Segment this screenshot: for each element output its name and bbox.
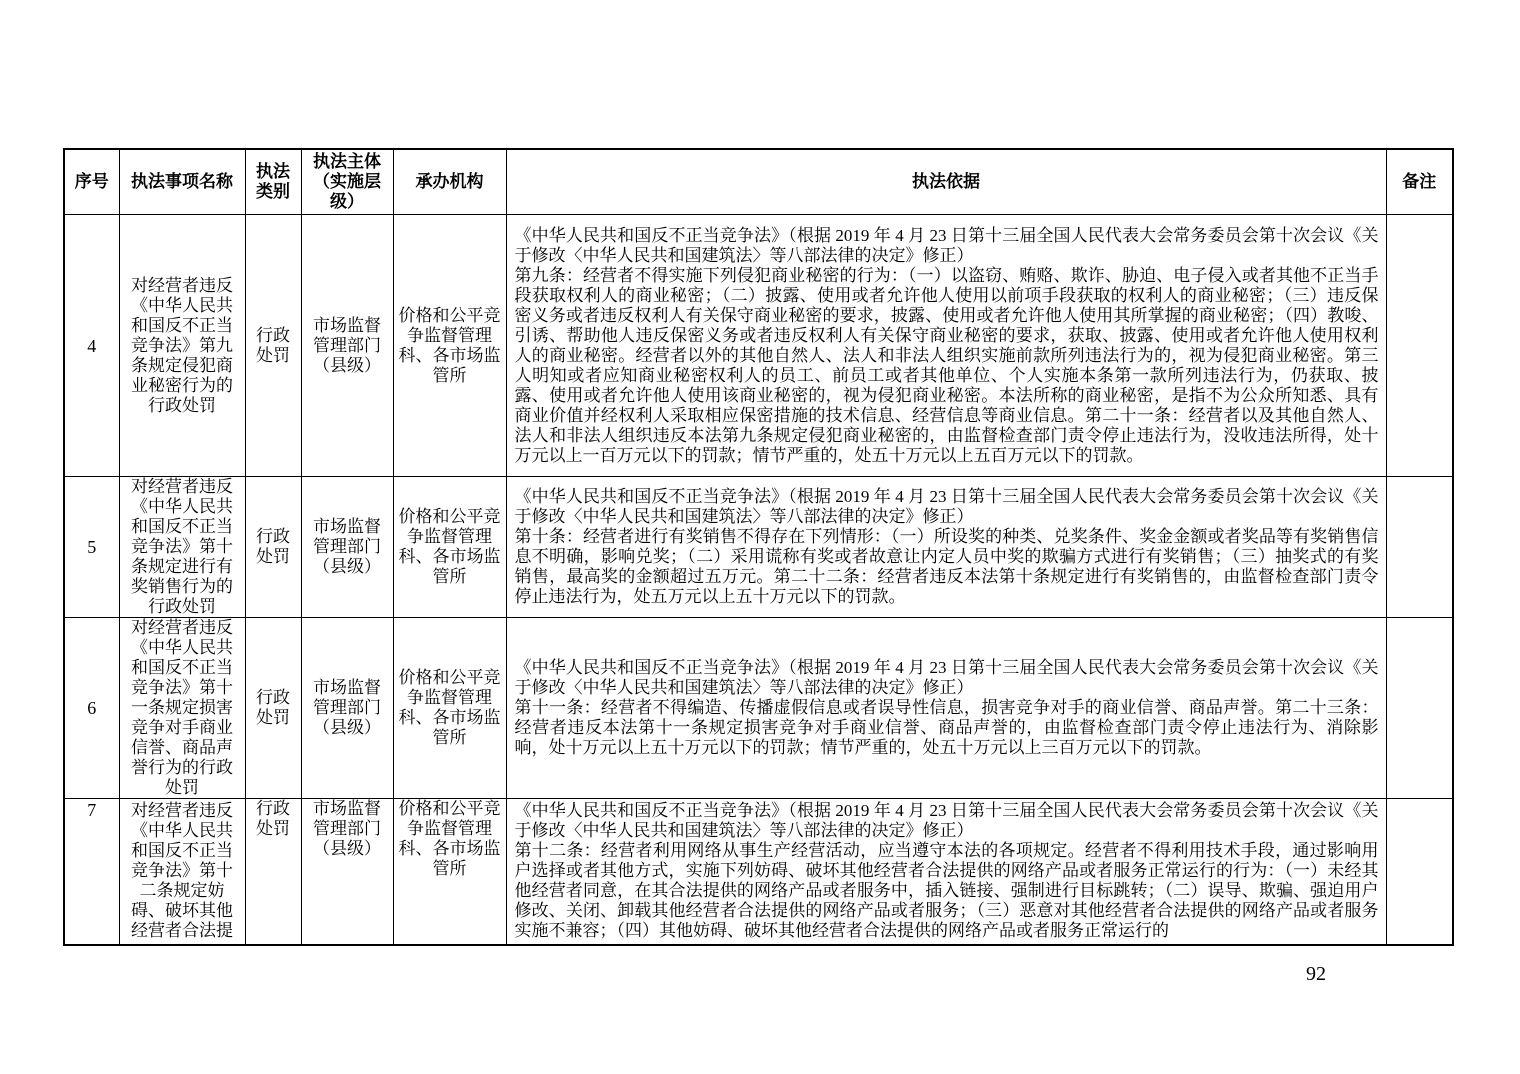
cell-basis <box>506 618 1386 799</box>
basis-body: 第十一条：经营者不得编造、传播虚假信息或者误导性信息，损害竞争对手的商业信誉、商品声誉。第二十三条：经营者违反本法第十一条规定损害竞争对手商业信誉、商品声誉的，由监督检查部门责令停止违法行为、消除影响，处十万元以上五十万元以下的罚款；情节严重的，处五十万元以上三百万元以下的罚款。 <box>514 698 1379 757</box>
table-row <box>64 799 1453 946</box>
basis-intro: 《中华人民共和国反不正当竞争法》（根据 2019 年 4 月 23 日第十三届全国人民代表大会常务委员会第十次会议《关于修改〈中华人民共和国建筑法〉等八部法律的决定》修正） <box>514 801 1379 840</box>
table-row <box>64 215 1453 477</box>
cell-basis <box>506 799 1386 946</box>
table-header-row <box>64 149 1453 215</box>
cell-agency: 价格和公平竞争监督管理科、各市场监管所 <box>393 477 506 618</box>
cell-agency: 价格和公平竞争监督管理科、各市场监管所 <box>393 215 506 477</box>
cell-remark <box>1386 799 1453 946</box>
header-agency: 承办机构 <box>393 149 506 215</box>
header-category: 执法类别 <box>245 149 301 215</box>
basis-intro: 《中华人民共和国反不正当竞争法》（根据 2019 年 4 月 23 日第十三届全国人民代表大会常务委员会第十次会议《关于修改〈中华人民共和国建筑法〉等八部法律的决定》修正） <box>514 225 1379 265</box>
cell-subject: 市场监督管理部门（县级） <box>301 215 393 477</box>
table-row <box>64 618 1453 799</box>
cell-category: 行政处罚 <box>245 799 301 946</box>
cell-seq: 4 <box>64 215 119 477</box>
basis-intro: 《中华人民共和国反不正当竞争法》（根据 2019 年 4 月 23 日第十三届全国人民代表大会常务委员会第十次会议《关于修改〈中华人民共和国建筑法〉等八部法律的决定》修正） <box>514 658 1379 697</box>
cell-name: 对经营者违反《中华人民共和国反不正当竞争法》第十二条规定妨碍、破坏其他经营者合法提 <box>119 799 245 946</box>
cell-seq: 5 <box>64 477 119 618</box>
page-number: 92 <box>1306 963 1326 985</box>
table-row <box>64 477 1453 618</box>
cell-remark <box>1386 215 1453 477</box>
header-seq: 序号 <box>64 149 119 215</box>
cell-seq: 7 <box>64 799 119 946</box>
cell-name: 对经营者违反《中华人民共和国反不正当竞争法》第十条规定进行有奖销售行为的行政处罚 <box>119 477 245 618</box>
cell-agency: 价格和公平竞争监督管理科、各市场监管所 <box>393 799 506 946</box>
cell-remark <box>1386 618 1453 799</box>
cell-subject: 市场监督管理部门（县级） <box>301 799 393 946</box>
cell-basis <box>506 477 1386 618</box>
cell-remark <box>1386 477 1453 618</box>
cell-name: 对经营者违反《中华人民共和国反不正当竞争法》第十一条规定损害竞争对手商业信誉、商品声誉行为的行政处罚 <box>119 618 245 799</box>
law-table <box>63 148 1454 946</box>
header-name: 执法事项名称 <box>119 149 245 215</box>
cell-category: 行政处罚 <box>245 477 301 618</box>
basis-body: 第十二条：经营者利用网络从事生产经营活动，应当遵守本法的各项规定。经营者不得利用技术手段，通过影响用户选择或者其他方式，实施下列妨碍、破坏其他经营者合法提供的网络产品或者服务正常运行的行为：（一）未经其他经营者同意，在其合法提供的网络产品或者服务中，插入链接、强制进行目标跳转；（二）误导、欺骗、强迫用户修改、关闭、卸载其他经营者合法提供的网络产品或者服务；（三）恶意对其他经营者合法提供的网络产品或者服务实施不兼容；（四）其他妨碍、破坏其他经营者合法提供的网络产品或者服务正常运行的 <box>514 841 1379 940</box>
cell-basis <box>506 215 1386 477</box>
basis-body: 第九条：经营者不得实施下列侵犯商业秘密的行为：（一）以盗窃、贿赂、欺诈、胁迫、电子侵入或者其他不正当手段获取权利人的商业秘密；（二）披露、使用或者允许他人使用以前项手段获取的权利人的商业秘密；（三）违反保密义务或者违反权利人有关保守商业秘密的要求，披露、使用或者允许他人使用其所掌握的商业秘密；（四）教唆、引诱、帮助他人违反保密义务或者违反权利人有关保守商业秘密的要求，获取、披露、使用或者允许他人使用权利人的商业秘密。经营者以外的其他自然人、法人和非法人组织实施前款所列违法行为的，视为侵犯商业秘密。第三人明知或者应知商业秘密权利人的员工、前员工或者其他单位、个人实施本条第一款所列违法行为，仍获取、披露、使用或者允许他人使用该商业秘密的，视为侵犯商业秘密。本法所称的商业秘密，是指不为公众所知悉、具有商业价值并经权利人采取相应保密措施的技术信息、经营信息等商业信息。第二十一条：经营者以及其他自然人、法人和非法人组织违反本法第九条规定侵犯商业秘密的，由监督检查部门责令停止违法行为，没收违法所得，处十万元以上一百万元以下的罚款；情节严重的，处五十万元以上五百万元以下的罚款。 <box>514 265 1379 465</box>
basis-body: 第十条：经营者进行有奖销售不得存在下列情形：（一）所设奖的种类、兑奖条件、奖金金额或者奖品等有奖销售信息不明确，影响兑奖；（二）采用谎称有奖或者故意让内定人员中奖的欺骗方式进行有奖销售；（三）抽奖式的有奖销售，最高奖的金额超过五万元。第二十二条：经营者违反本法第十条规定进行有奖销售的，由监督检查部门责令停止违法行为，处五万元以上五十万元以下的罚款。 <box>514 527 1379 606</box>
cell-name: 对经营者违反《中华人民共和国反不正当竞争法》第九条规定侵犯商业秘密行为的行政处罚 <box>119 215 245 477</box>
header-basis: 执法依据 <box>506 149 1386 215</box>
cell-subject: 市场监督管理部门（县级） <box>301 618 393 799</box>
cell-category: 行政处罚 <box>245 215 301 477</box>
cell-category: 行政处罚 <box>245 618 301 799</box>
basis-clipped-content <box>515 801 1379 942</box>
header-subject: 执法主体（实施层级） <box>301 149 393 215</box>
basis-intro: 《中华人民共和国反不正当竞争法》（根据 2019 年 4 月 23 日第十三届全国人民代表大会常务委员会第十次会议《关于修改〈中华人民共和国建筑法〉等八部法律的决定》修正） <box>514 487 1379 526</box>
cell-seq: 6 <box>64 618 119 799</box>
cell-agency: 价格和公平竞争监督管理科、各市场监管所 <box>393 618 506 799</box>
header-remark: 备注 <box>1386 149 1453 215</box>
cell-subject: 市场监督管理部门（县级） <box>301 477 393 618</box>
